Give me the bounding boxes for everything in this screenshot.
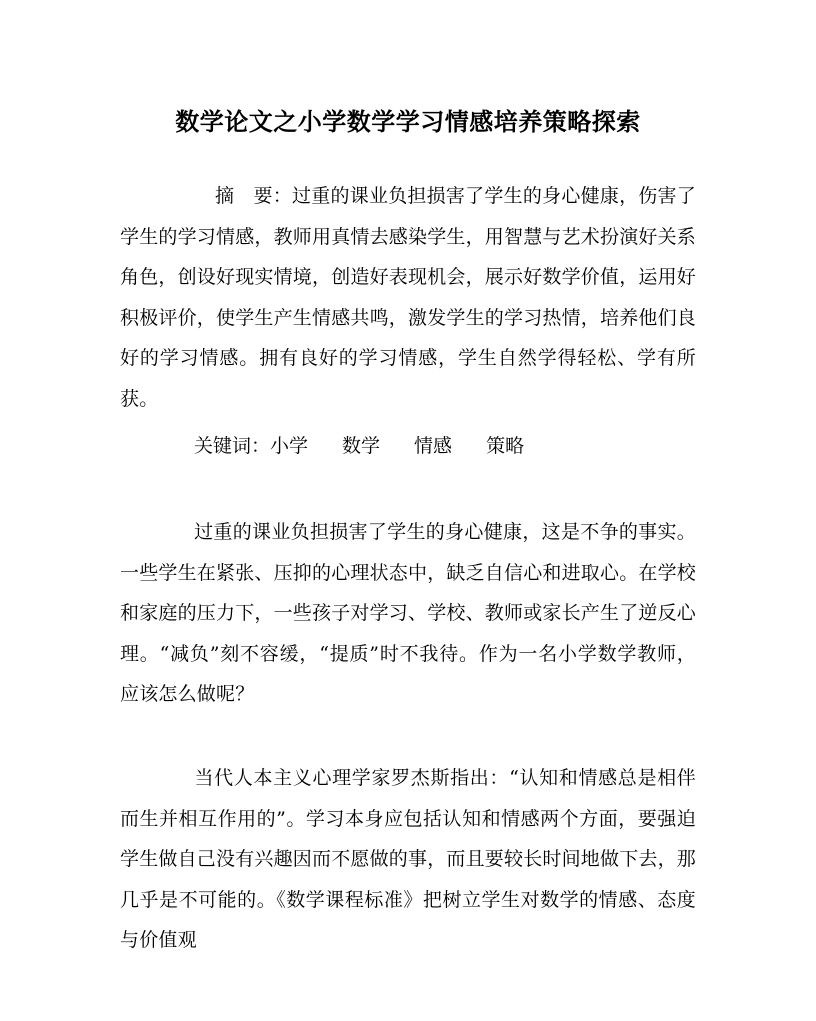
keyword-item: 策略 <box>486 435 525 457</box>
body-paragraph-text: 当代人本主义心理学家罗杰斯指出：“认知和情感总是相伴而生并相互作用的”。学习本身应包括认知和情感两个方面，要强迫学生做自己没有兴趣因而不愿做的事，而且要较长时间地做下去，那几乎是不可能的。《数学课程标准》把树立学生对数学的情感、态度与价值观 <box>120 767 697 951</box>
body-paragraph-text: 过重的课业负担损害了学生的身心健康，这是不争的事实。一些学生在紧张、压抑的心理状态中，缺乏自信心和进取心。在学校和家庭的压力下，一些孩子对学习、学校、教师或家长产生了逆反心理。“减负”刻不容缓，“提质”时不我待。作为一名小学数学教师，应该怎么做呢？ <box>120 521 697 705</box>
abstract-label: 摘 要： <box>215 185 292 207</box>
abstract-paragraph <box>120 176 696 419</box>
abstract-text: 过重的课业负担损害了学生的身心健康，伤害了学生的学习情感，教师用真情去感染学生，用智慧与艺术扮演好关系角色，创设好现实情境，创造好表现机会，展示好数学价值，运用好积极评价，使学生产生情感共鸣，激发学生的学习热情，培养他们良好的学习情感。拥有良好的学习情感，学生自然学得轻松、学有所获。 <box>120 185 697 410</box>
document-title: 数学论文之小学数学学习情感培养策略探索 <box>175 107 641 136</box>
keywords-line <box>194 426 558 466</box>
keyword-item: 情感 <box>414 435 453 457</box>
body-paragraph <box>120 758 696 961</box>
body-paragraph <box>120 512 696 715</box>
keyword-item: 数学 <box>342 435 381 457</box>
keyword-item: 小学 <box>270 435 309 457</box>
keywords-label: 关键词： <box>194 435 271 457</box>
